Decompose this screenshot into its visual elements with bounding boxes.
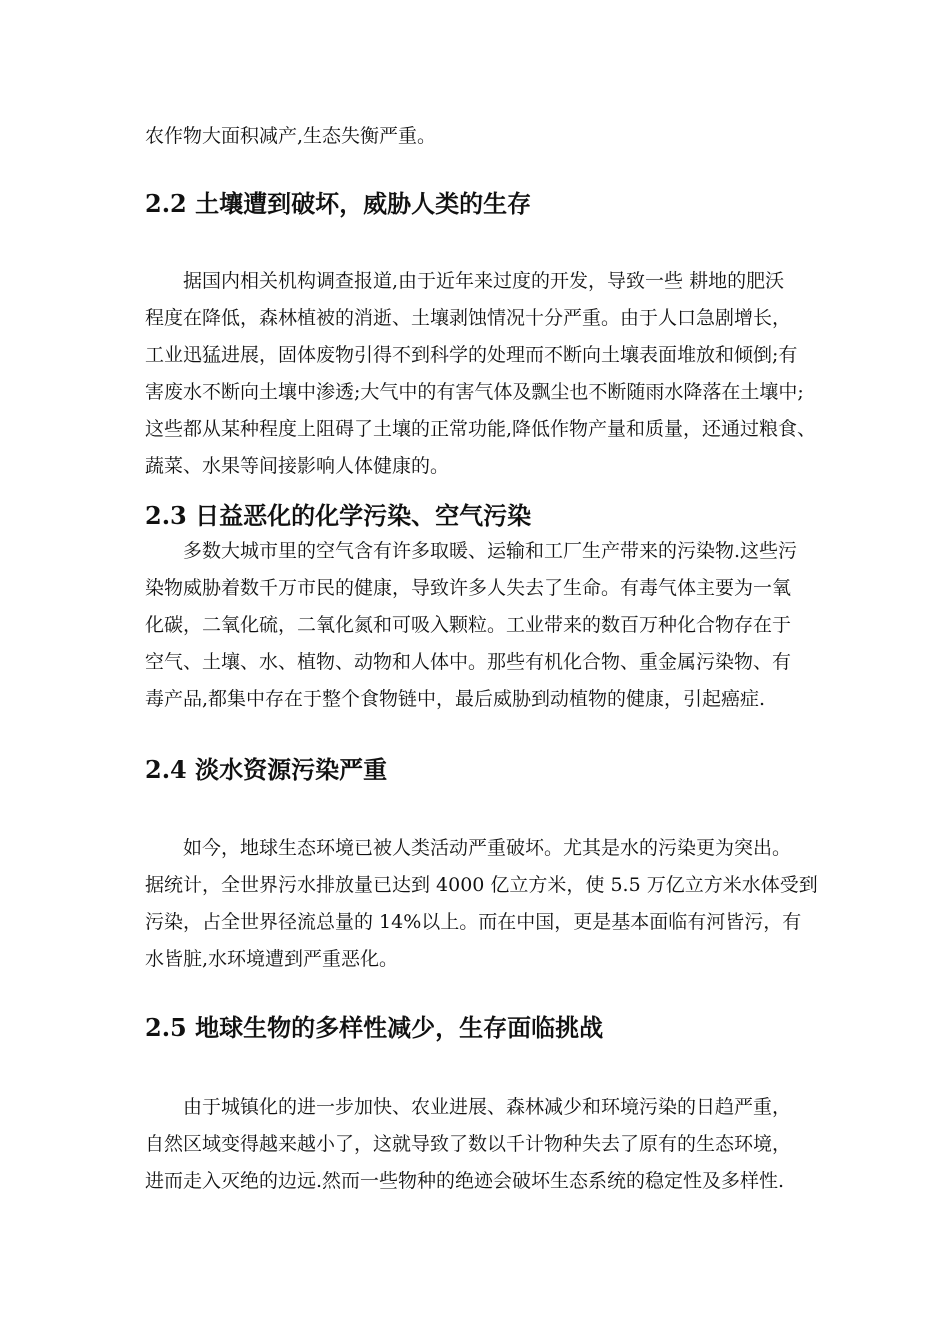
paragraph-line: 空气、土壤、水、植物、动物和人体中。那些有机化合物、重金属污染物、有 <box>145 651 792 673</box>
section-2-3-paragraph <box>145 533 817 718</box>
paragraph-line: 害废水不断向土壤中渗透;大气中的有害气体及飘尘也不断随雨水降落在土壤中; <box>145 381 804 403</box>
paragraph-line: 水皆脏,水环境遭到严重恶化。 <box>145 948 399 970</box>
paragraph-line: 如今，地球生态环境已被人类活动严重破坏。尤其是水的污染更为突出。 <box>183 837 792 859</box>
paragraph-line: 据国内相关机构调查报道,由于近年来过度的开发，导致一些 耕地的肥沃 <box>183 270 785 292</box>
section-heading-2-3: 2.3 日益恶化的化学污染、空气污染 <box>145 501 532 530</box>
section-2-2-paragraph <box>145 263 817 485</box>
paragraph-line: 程度在降低，森林植被的消逝、土壤剥蚀情况十分严重。由于人口急剧增长， <box>145 307 792 329</box>
paragraph-line: 这些都从某种程度上阻碍了土壤的正常功能,降低作物产量和质量，还通过粮食、 <box>145 418 817 440</box>
section-heading-2-2: 2.2 土壤遭到破坏，威胁人类的生存 <box>145 189 532 218</box>
paragraph-line: 污染，占全世界径流总量的 14%以上。而在中国，更是基本面临有河皆污，有 <box>145 911 802 933</box>
paragraph-line: 进而走入灭绝的边远.然而一些物种的绝迹会破坏生态系统的稳定性及多样性. <box>145 1170 785 1192</box>
paragraph-line: 自然区域变得越来越小了，这就导致了数以千计物种失去了原有的生态环境， <box>145 1133 792 1155</box>
section-heading-2-5: 2.5 地球生物的多样性减少，生存面临挑战 <box>145 1013 604 1042</box>
paragraph-line: 多数大城市里的空气含有许多取暖、运输和工厂生产带来的污染物.这些污 <box>183 540 798 562</box>
paragraph-line: 化碳，二氧化硫，二氧化氮和可吸入颗粒。工业带来的数百万种化合物存在于 <box>145 614 792 636</box>
section-2-4-paragraph <box>145 830 817 978</box>
section-heading-2-4: 2.4 淡水资源污染严重 <box>145 755 388 784</box>
paragraph-line: 毒产品,都集中存在于整个食物链中，最后威胁到动植物的健康，引起癌症. <box>145 688 766 710</box>
paragraph-line: 农作物大面积减产,生态失衡严重。 <box>145 125 437 147</box>
intro-paragraph <box>145 118 817 155</box>
section-2-5-paragraph <box>145 1089 817 1200</box>
paragraph-line: 由于城镇化的进一步加快、农业进展、森林减少和环境污染的日趋严重， <box>183 1096 792 1118</box>
paragraph-line: 染物威胁着数千万市民的健康，导致许多人失去了生命。有毒气体主要为一氧 <box>145 577 792 599</box>
paragraph-line: 蔬菜、水果等间接影响人体健康的。 <box>145 455 450 477</box>
paragraph-line: 工业迅猛进展，固体废物引得不到科学的处理而不断向土壤表面堆放和倾倒;有 <box>145 344 798 366</box>
paragraph-line: 据统计，全世界污水排放量已达到 4000 亿立方米，使 5.5 万亿立方米水体受到 <box>145 874 818 896</box>
